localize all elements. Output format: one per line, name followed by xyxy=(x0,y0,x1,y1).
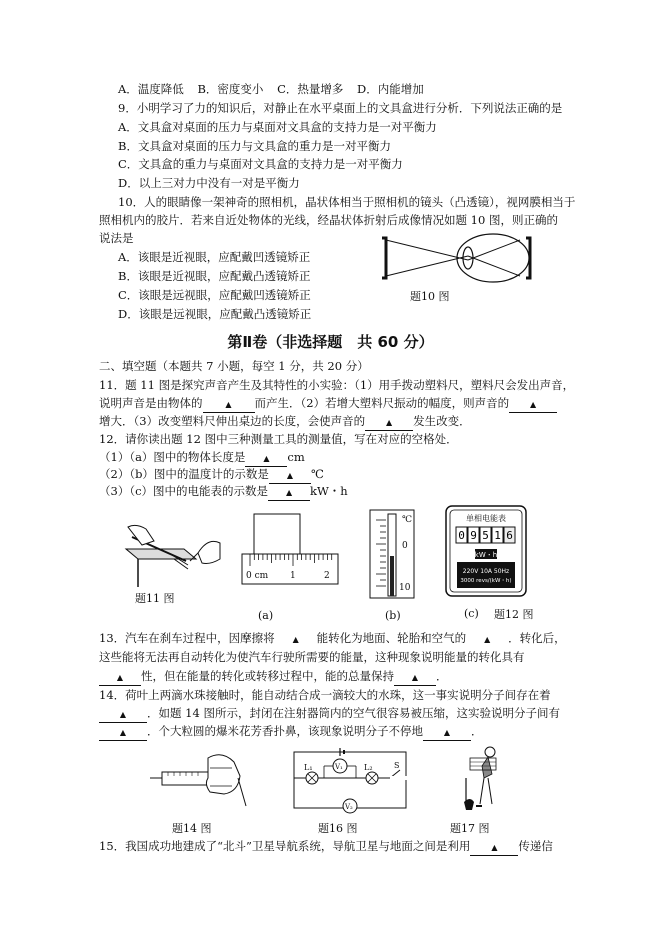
fig12-caption: 题12 图 xyxy=(494,608,534,621)
answer-blank[interactable]: ▲ xyxy=(203,396,255,413)
q13-line2: 这些能将无法再自动转化为使汽车行驶所需要的能量，这种现象说明能量的转化具有 xyxy=(99,650,525,664)
q14-line2: ▲ ．如题 14 图所示，封闭在注射器筒内的空气很容易被压缩，这实验说明分子间有 xyxy=(99,706,560,723)
plastic-ruler-figure xyxy=(124,519,224,589)
answer-blank[interactable]: ▲ xyxy=(509,396,557,413)
q11-line1: 11．题 11 图是探究声音产生及其特性的小实验：（1）用手拨动塑料尺，塑料尺会发出声音， xyxy=(99,378,575,392)
answer-blank[interactable]: ▲ xyxy=(99,706,147,723)
answer-blank[interactable]: ▲ xyxy=(365,414,413,431)
q8-option-b: B．密度变小 xyxy=(197,82,264,96)
thermometer-label-10: 10 xyxy=(399,583,411,593)
circuit-label-v1: V₁ xyxy=(335,763,343,771)
fig12b-caption: (b) xyxy=(385,609,401,622)
figure-17-illustration xyxy=(462,744,508,816)
q9-stem: 9．小明学习了力的知识后，对静止在水平桌面上的文具盒进行分析．下列说法正确的是 xyxy=(118,101,563,115)
q14-line3: ▲ ．个大粒圆的爆米花芳香扑鼻，该现象说明分子不停地 ▲ ． xyxy=(99,724,483,741)
meter-spec2: 3000 revs/(kW・h) xyxy=(460,578,512,584)
q8-option-d: D．内能增加 xyxy=(357,82,424,96)
thermometer-figure xyxy=(366,508,418,600)
syringe-figure xyxy=(148,748,248,816)
answer-blank[interactable]: ▲ xyxy=(269,467,311,484)
circuit-label-l2: L₂ xyxy=(364,763,373,772)
answer-blank[interactable]: ▲ xyxy=(394,669,436,686)
thermometer-unit: ℃ xyxy=(402,515,413,525)
q10-option-b: B．该眼是近视眼，应配戴凸透镜矫正 xyxy=(118,269,311,283)
q12-part3: （3）（c）图中的电能表的示数是 ▲ kW・h xyxy=(99,484,348,501)
section-intro: 二、填空题（本题共 7 小题，每空 1 分，共 20 分） xyxy=(99,359,369,373)
electricity-meter-figure xyxy=(445,505,527,597)
meter-unit: kW・h xyxy=(474,551,498,559)
fig11-caption: 题11 图 xyxy=(135,592,175,605)
q10-option-d: D．该眼是远视眼，应配戴凸透镜矫正 xyxy=(118,307,312,321)
ruler-label-0: 0 cm xyxy=(246,571,269,581)
q15-line1: 15．我国成功地建成了“北斗”卫星导航系统，导航卫星与地面之间是利用 ▲ 传递信 xyxy=(99,839,553,856)
q8-option-a: A．温度降低 xyxy=(118,82,184,96)
thermometer-label-0: 0 xyxy=(402,541,408,551)
answer-blank[interactable]: ▲ xyxy=(245,450,287,467)
meter-digit: 6 xyxy=(506,529,513,542)
q9-option-a: A．文具盒对桌面的压力与桌面对文具盒的支持力是一对平衡力 xyxy=(118,120,437,134)
fig17-caption: 题17 图 xyxy=(450,822,490,835)
circuit-label-l1: L₁ xyxy=(304,763,313,772)
meter-digit: 0 xyxy=(458,529,465,542)
fig10-caption: 题10 图 xyxy=(410,290,450,303)
eye-diagram-figure xyxy=(378,232,538,284)
answer-blank[interactable]: ▲ xyxy=(268,484,310,501)
circuit-diagram-figure xyxy=(290,748,410,814)
answer-blank[interactable]: ▲ xyxy=(484,635,491,644)
answer-blank[interactable]: ▲ xyxy=(292,635,299,644)
q12-stem: 12．请你读出题 12 图中三种测量工具的测量值，写在对应的空格处． xyxy=(99,432,458,446)
meter-digit: 9 xyxy=(470,529,477,542)
q10-stem-line3: 说法是 xyxy=(99,231,134,245)
q10-option-a: A．该眼是近视眼，应配戴凹透镜矫正 xyxy=(118,250,311,264)
q10-stem-line2: 照相机内的胶片．若来自近处物体的光线，经晶状体折射后成像情况如题 10 图，则正确的 xyxy=(99,213,558,227)
answer-blank[interactable]: ▲ xyxy=(99,724,147,741)
meter-spec1: 220V 10A 50Hz xyxy=(462,568,510,575)
answer-blank[interactable]: ▲ xyxy=(470,839,518,856)
fig12c-caption: (c) xyxy=(464,607,479,620)
circuit-label-s: S xyxy=(394,761,400,770)
q9-option-c: C．文具盒的重力与桌面对文具盒的支持力是一对平衡力 xyxy=(118,157,403,171)
q8-option-c: C．热量增多 xyxy=(277,82,344,96)
meter-title: 单相电能表 xyxy=(466,514,506,523)
q11-line2: 说明声音是由物体的 ▲ 而产生．（2）若增大塑料尺振动的幅度，则声音的 ▲ xyxy=(99,396,557,413)
q9-option-b: B．文具盒对桌面的压力与文具盒的重力是一对平衡力 xyxy=(118,139,391,153)
q12-part1: （1）（a）图中的物体长度是 ▲ cm xyxy=(99,450,305,467)
q13-line1: 13．汽车在刹车过程中，因摩擦将 ▲ 能转化为地面、轮胎和空气的 ▲ ．转化后， xyxy=(99,631,566,645)
ruler-measurement-figure xyxy=(240,512,340,588)
answer-blank[interactable]: ▲ xyxy=(423,724,471,741)
ruler-label-1: 1 xyxy=(290,571,296,581)
q12-part2: （2）（b）图中的温度计的示数是 ▲ ℃ xyxy=(99,467,324,484)
q13-line3: ▲ 性，但在能量的转化或转移过程中，能的总量保持 ▲ ． xyxy=(99,669,448,686)
ruler-label-2: 2 xyxy=(324,571,330,581)
q10-stem-line1: 10．人的眼睛像一架神奇的照相机，晶状体相当于照相机的镜头（凸透镜），视网膜相当于 xyxy=(118,195,576,209)
circuit-label-v2: V₂ xyxy=(345,803,353,811)
fig14-caption: 题14 图 xyxy=(172,822,212,835)
q10-option-c: C．该眼是远视眼，应配戴凹透镜矫正 xyxy=(118,288,311,302)
q11-line3: 增大．（3）改变塑料尺伸出桌边的长度，会使声音的 ▲ 发生改变． xyxy=(99,414,471,431)
fig16-caption: 题16 图 xyxy=(318,822,358,835)
meter-digit: 1 xyxy=(494,529,501,542)
answer-blank[interactable]: ▲ xyxy=(99,669,141,686)
meter-digit: 5 xyxy=(482,529,489,542)
q14-line1: 14．荷叶上两滴水珠接触时，能自动结合成一滴较大的水珠，这一事实说明分子间存在着 xyxy=(99,688,551,702)
section-title: 第Ⅱ卷（非选择题 共 60 分） xyxy=(227,333,434,351)
q8-options xyxy=(118,82,424,97)
fig12a-caption: (a) xyxy=(258,609,274,622)
q9-option-d: D．以上三对力中没有一对是平衡力 xyxy=(118,176,300,190)
